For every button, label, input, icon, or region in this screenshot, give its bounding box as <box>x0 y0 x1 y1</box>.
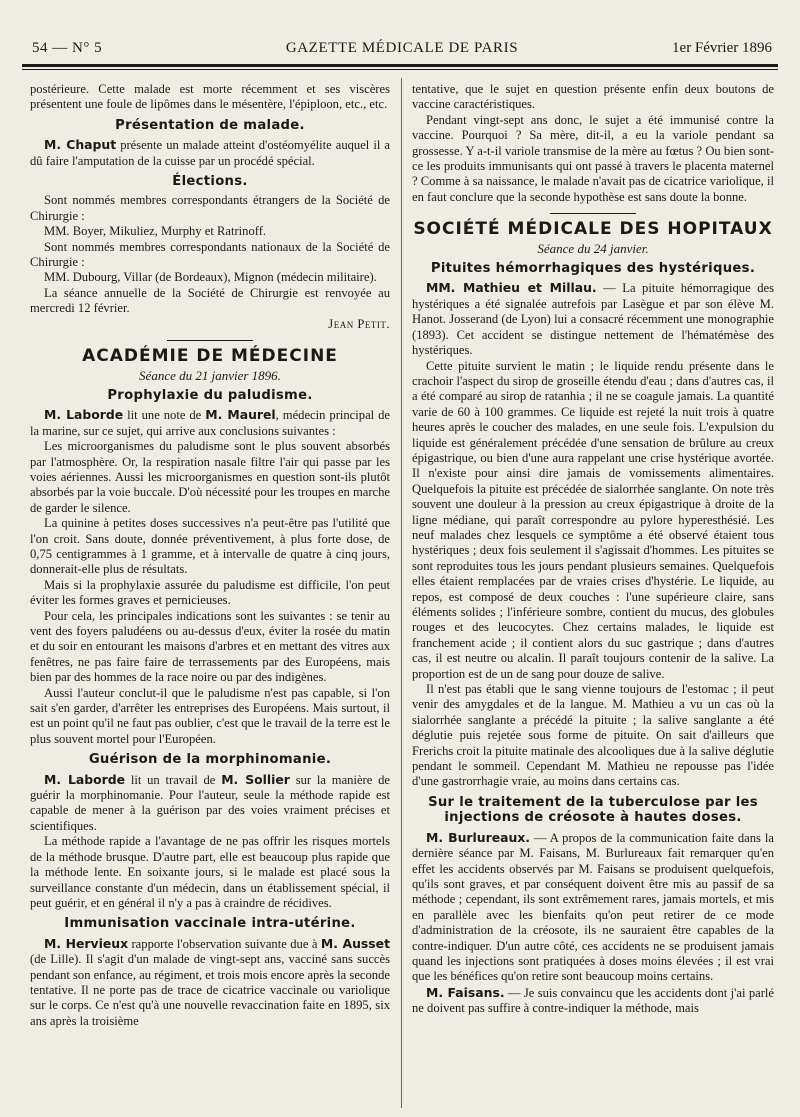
paragraph: M. Laborde lit une note de M. Maurel, médecin principal de la marine, sur ce sujet, qui arrive aux conclusions suivantes : <box>30 407 390 438</box>
page-number: 54 — N° 5 <box>32 40 103 56</box>
header-rule-thin <box>22 69 778 70</box>
section-heading: Immunisation vaccinale intra-utérine. <box>64 916 356 932</box>
paragraph: MM. Mathieu et Millau. — La pituite hémorragique des hystériques a été signalée autrefois par Lasègue et par son élève M. Hanot. Josserand (de Lyon) lui a consacré récemment une monographie (1893). Cet accident se distingue nettement de l'hématémèse des hystériques. <box>412 280 774 358</box>
paragraph: Cette pituite survient le matin ; le liquide rendu présente dans le crachoir l'aspect du sirop de groseille étendu d'eau ; dans d'autres cas, il a été comparé au sirop de ratanhia ; il ne se coagule jamais. La quantité varie de 60 à 100 grammes. Ce liquide est rejeté la nuit trois à quatre heures après le coucher des malades, en une seule fois. L'expulsion du liquide est généralement précédée d'une sensation de brûlure au creux épigastrique, ou bien d'une aura rappelant une crise hystérique avortée. Il n'existe pour ainsi dire jamais de vomissements alimentaires. Quelquefois la pituite est précédée de sialorrhée sanglante. On note très souvent une douleur à la pression au creux épigastrique à droite de la ligne médiane, qui paraît correspondre au pylore hyperesthésié. Les neuf malades chez lesquels ce symptôme a été observé étaient tous hystériques ; deux fois seulement il s'agissait d'hommes. Les pituites se sont reproduites tous les jours pendant plusieurs semaines. Quelquefois elles étaient remplacées par de vraies crises d'hystérie. Le liquide, au repos, est composé de deux couches : l'une supérieure claire, sans éléments solides ; l'inférieure sombre, contient du mucus, des globules rouges et des leucocytes. Chez certains malades, le liquide est franchement acide ; il contient alors du suc gastrique ; dans d'autres cas, il est neutre ou alcalin. Il paraît toujours contenir de la salive. La proportion est de un de sang pour douze de salive. <box>412 358 774 681</box>
paragraph: M. Burlureaux. — A propos de la communication faite dans la dernière séance par M. Faisans, M. Burlureaux fait remarquer qu'en effet les accidents observés par M. Faisans se produisent quelquefois, qu'ils sont graves, et par conséquent doivent être mis au passif de sa méthode ; cependant, ils sont extrêmement rares, jamais mortels, et mis en parallèle avec les bienfaits qu'on peut retirer de ce mode d'administration de la créosote, ils ne sauraient être capables de la contre-indiquer. D'un autre côté, ces accidents ne se produisent jamais quand les injections sont pratiquées à doses moins élevées ; il est vrai que les bénéfices qu'on retire sont beaucoup moins certains. <box>412 829 774 984</box>
section-heading: Présentation de malade. <box>115 117 305 133</box>
paragraph: La quinine à petites doses successives n'a peut-être pas l'utilité que l'on croit. Sans doute, donnée préventivement, à plus forte dose, de 0,75 centigrammes à 1 gramme, et à intervalle de quatre à cinq jours, donnerait-elle plus de résultats. <box>30 516 390 577</box>
paragraph: tentative, que le sujet en question présente enfin deux boutons de vaccine caractéristiques. <box>412 82 774 112</box>
journal-title: GAZETTE MÉDICALE DE PARIS <box>285 40 519 56</box>
author-name: M. Maurel <box>205 407 276 423</box>
separator <box>550 213 636 214</box>
section-heading: Guérison de la morphinomanie. <box>88 752 332 768</box>
seance-date: Séance du 21 janvier 1896. <box>139 367 281 383</box>
separator <box>167 340 253 341</box>
paragraph: M. Laborde lit un travail de M. Sollier sur la manière de guérir la morphinomanie. Pour l'auteur, seule la méthode rapide est capable de mener à la guérison par des voies vraiment précises et scientifiques. <box>30 771 390 833</box>
author-name: MM. Mathieu et Millau. <box>426 280 597 296</box>
author-name: M. Ausset <box>320 935 390 951</box>
column-divider <box>401 78 402 1108</box>
paragraph: Sont nommés membres correspondants étrangers de la Société de Chirurgie : <box>30 193 390 223</box>
society-heading: SOCIÉTÉ MÉDICALE DES HOPITAUX <box>413 219 773 240</box>
paragraph: M. Hervieux rapporte l'observation suivante due à M. Ausset (de Lille). Il s'agit d'un malade de vingt-sept ans, vacciné sans succès pendant son enfance, au régiment, et trois mois encore après la seconde tentative. Il ne porte pas de trace de cicatrice vaccinale ou variolique sur le corps. Ce n'est qu'à une nouvelle revaccination faite en 1895, six ans après la troisième <box>30 935 390 1028</box>
left-column <box>30 82 390 1112</box>
signature: Jean Petit. <box>328 316 390 331</box>
paragraph: Mais si la prophylaxie assurée du paludisme est difficile, l'on peut éviter les formes graves et pernicieuses. <box>30 577 390 608</box>
issue-date: 1er Février 1896 <box>672 40 772 56</box>
seance-date: Séance du 24 janvier. <box>537 240 649 256</box>
paragraph: Sont nommés membres correspondants nationaux de la Société de Chirurgie : <box>30 239 390 270</box>
paragraph: Pendant vingt-sept ans donc, le sujet a été immunisé contre la vaccine. Pourquoi ? Sa mère, dit-il, a eu la variole pendant sa grossesse. Y a-t-il variole transmise de la mère au fœtus ? Ou bien sont-ce les produits immunisants qui ont passé à travers le placenta maternel ? Comme à sa naissance, le malade n'avait pas de cicatrice variolique, il en faut conclure que la seconde hypothèse est sans doute la bonne. <box>412 112 774 204</box>
section-heading: Pituites hémorrhagiques des hystériques. <box>430 261 756 277</box>
paragraph: La méthode rapide a l'avantage de ne pas offrir les risques mortels de la méthode brusque. D'autre part, elle est beaucoup plus rapide que la méthode lente. En soixante jours, si le malade est placé sous la surveillance constante d'un médecin, dans un établissement spécial, il peut guérir, et en général il n'y a pas à craindre de récidives. <box>30 834 390 910</box>
paragraph: MM. Dubourg, Villar (de Bordeaux), Mignon (médecin militaire). <box>44 270 377 285</box>
paragraph: postérieure. Cette malade est morte récemment et ses viscères présentent une foule de lipômes dans le mésentère, l'épiploon, etc., etc. <box>30 82 390 112</box>
section-heading: Prophylaxie du paludisme. <box>107 387 313 403</box>
paragraph: Il n'est pas établi que le sang vienne toujours de l'estomac ; il peut venir des amygdales et de la langue. M. Mathieu a vu un cas où la sialorrhée sanglante a précédé la pituite ; la salive sanglante a été déglutie puis rejetée sous forme de pituite. On sait d'ailleurs que Frerichs croit la pituite matinale des alcooliques due à la salive déglutie pendant le sommeil. Cependant M. Mathieu ne repousse pas l'idée d'une gastrorrhagie vraie, au moins dans certains cas. <box>412 682 774 789</box>
paragraph: Les microorganismes du paludisme sont le plus souvent absorbés par l'atmosphère. Or, la respiration nasale filtre l'air qui passe par les voies aériennes. Aussi les microorganismes en question sont-ils plutôt absorbés par la voie buccale. D'où nécessité pour les troupes en marche de garder le silence. <box>30 439 390 515</box>
paragraph: MM. Boyer, Mikuliez, Murphy et Ratrinoff. <box>44 224 267 239</box>
society-heading: ACADÉMIE DE MÉDECINE <box>82 346 338 367</box>
header-rule-thick <box>22 64 778 67</box>
paragraph: Pour cela, les principales indications sont les suivantes : se tenir au vent des foyers paludéens ou au-dessus d'eux, éviter la rosée du matin et du soir en entourant les maisons d'arbres et en mettant des vitres aux fenêtres, ne pas faire faire de terrassements par des Européens, mais bien par des hommes de la race noire ou par des indigènes. <box>30 608 390 685</box>
author-name: M. Burlureaux. <box>426 829 530 845</box>
author-name: M. Sollier <box>221 771 290 787</box>
paragraph: La séance annuelle de la Société de Chirurgie est renvoyée au mercredi 12 février. <box>30 285 390 316</box>
author-name: M. Chaput <box>44 137 117 153</box>
page-header <box>32 38 772 60</box>
author-name: M. Laborde <box>44 407 124 423</box>
section-heading: Élections. <box>172 174 248 190</box>
section-heading: Sur le traitement de la tuberculose par les injections de créosote à hautes doses. <box>428 794 758 826</box>
paragraph: Aussi l'auteur conclut-il que le paludisme n'est pas capable, si l'on sait s'en garder, d'arrêter les entreprises des Européens. Mais surtout, il est un point qu'il ne faut pas oublier, c'est que le travail de la terre est le plus souvent mortel pour l'Européen. <box>30 685 390 746</box>
author-name: M. Hervieux <box>44 935 129 951</box>
author-name: M. Faisans. <box>426 984 505 1000</box>
paragraph: M. Faisans. — Je suis convaincu que les accidents dont j'ai parlé ne doivent pas suffire à contre-indiquer la méthode, mais <box>412 984 774 1016</box>
paragraph: M. Chaput présente un malade atteint d'ostéomyélite auquel il a dû faire l'amputation de la cuisse par un procédé spécial. <box>30 137 390 168</box>
author-name: M. Laborde <box>44 771 126 787</box>
right-column <box>412 82 774 1112</box>
